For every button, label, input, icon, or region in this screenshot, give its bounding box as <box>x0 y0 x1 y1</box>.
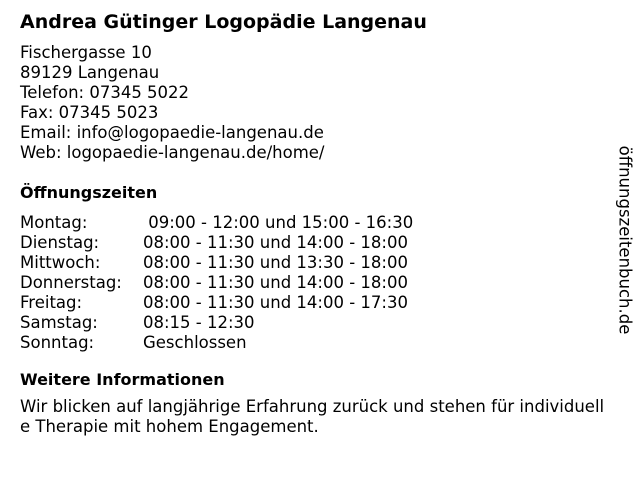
time-range: Geschlossen <box>143 333 247 352</box>
business-card <box>20 10 610 437</box>
hours-row-sunday <box>20 333 610 353</box>
city-address: 89129 Langenau <box>20 63 160 82</box>
time-range: 08:00 - 11:30 und 13:30 - 18:00 <box>143 253 408 272</box>
hours-row-wednesday <box>20 253 610 273</box>
website: Web: logopaedie-langenau.de/home/ <box>20 143 325 162</box>
time-range: 08:00 - 11:30 und 14:00 - 17:30 <box>143 293 408 312</box>
more-info-text: Wir blicken auf langjährige Erfahrung zurück und stehen für individuelle Therapie mit hohem Engagement. <box>20 397 605 436</box>
brand-watermark: öffnungszeitenbuch.de <box>615 145 635 335</box>
day-label: Samstag: <box>20 313 98 332</box>
day-label: Montag: <box>20 213 88 232</box>
email-address: Email: info@logopaedie-langenau.de <box>20 123 324 142</box>
hours-row-friday <box>20 293 610 313</box>
day-label: Mittwoch: <box>20 253 101 272</box>
business-name: Andrea Gütinger Logopädie Langenau <box>20 11 427 33</box>
day-label: Freitag: <box>20 293 83 312</box>
opening-hours-table <box>20 213 610 353</box>
opening-hours-heading: Öffnungszeiten <box>20 183 158 202</box>
street-address: Fischergasse 10 <box>20 43 152 62</box>
hours-row-thursday <box>20 273 610 293</box>
hours-row-tuesday <box>20 233 610 253</box>
fax-number: Fax: 07345 5023 <box>20 103 159 122</box>
more-info-heading: Weitere Informationen <box>20 370 225 389</box>
hours-row-monday <box>20 213 610 233</box>
time-range: 08:15 - 12:30 <box>143 313 255 332</box>
time-range: 08:00 - 11:30 und 14:00 - 18:00 <box>143 233 408 252</box>
day-label: Donnerstag: <box>20 273 122 292</box>
day-label: Sonntag: <box>20 333 95 352</box>
time-range: 09:00 - 12:00 und 15:00 - 16:30 <box>143 213 414 232</box>
contact-block <box>20 43 610 163</box>
time-range: 08:00 - 11:30 und 14:00 - 18:00 <box>143 273 408 292</box>
phone-number: Telefon: 07345 5022 <box>20 83 190 102</box>
hours-row-saturday <box>20 313 610 333</box>
day-label: Dienstag: <box>20 233 100 252</box>
